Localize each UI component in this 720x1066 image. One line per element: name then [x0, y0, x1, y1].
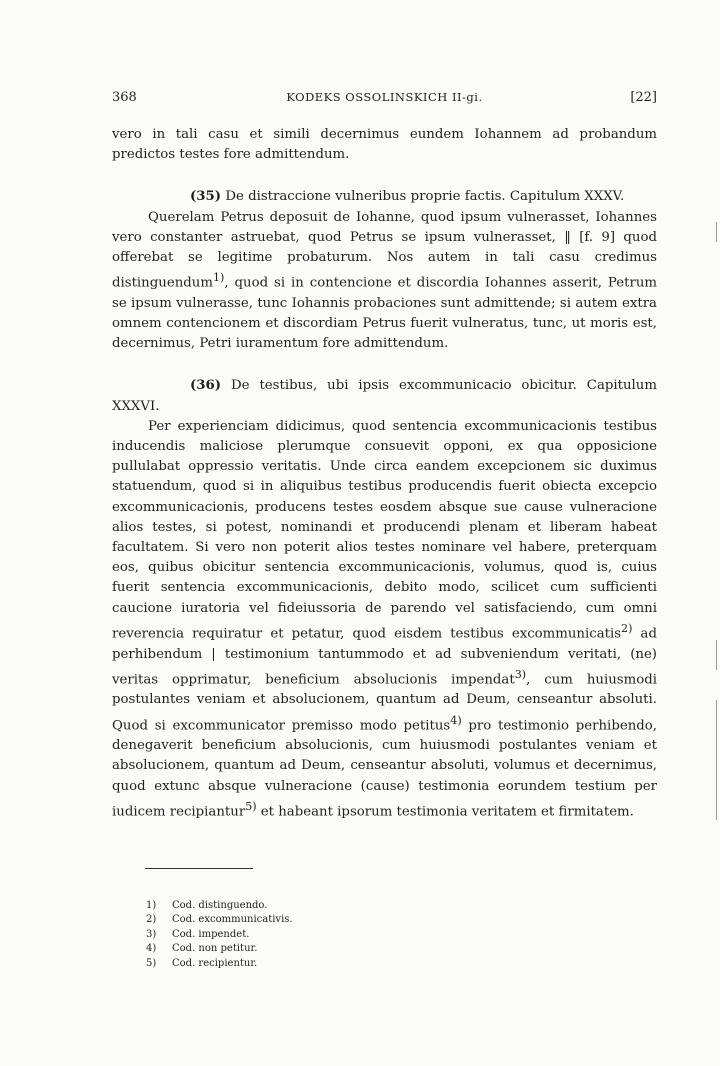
footnote: 5) Cod. recipientur.	[146, 957, 258, 969]
chapter-number: (35)	[190, 189, 222, 205]
footnote-ref: 1)	[212, 271, 225, 285]
page-number: 368	[112, 90, 137, 105]
footnote: 4) Cod. non petitur.	[146, 943, 258, 955]
paragraph-continuation: vero in tali casu et simili decernimus eundem Iohannem ad probandum predictos testes fore admittendum.	[112, 127, 657, 163]
chapter-heading-36	[112, 376, 657, 416]
footnote: 1) Cod. distinguendo.	[146, 900, 268, 911]
footnote-ref: 5)	[245, 799, 257, 813]
footnote: 3) Cod. impendet.	[146, 928, 250, 940]
scan-edge-mark	[716, 640, 717, 670]
footnote: 2) Cod. excommunicativis.	[146, 914, 293, 926]
chapter-heading-35	[112, 187, 657, 207]
footnote-ref: 3)	[514, 667, 527, 681]
paragraph: Querelam Petrus deposuit de Iohanne, quod ipsum vulnerasset, Iohannes vero constanter astruebat, quod Petrus se ipsum vulnerasset, ‖ [f. 9] quod offerebat se legitime probaturum. Nos autem in tali casu credimus distinguendum$^{1)}$, quod si in contencione et discordia Iohannes asserit, Petrum se ipsum vulnerasse, tunc Iohannis probaciones sunt admittende; si autem extra omnem contencionem et discordiam Petrus fuerit vulneratus, tunc, ut moris est, decernimus, Petri iuramentum fore admittendum.	[112, 209, 657, 352]
running-header	[112, 90, 657, 110]
footnotes	[146, 899, 446, 971]
section-number: [22]	[630, 90, 657, 105]
scan-edge-mark	[716, 700, 717, 820]
running-title: KODEKS OSSOLINSKICH II-gi.	[286, 90, 483, 104]
main-text	[112, 125, 657, 822]
footnote-ref: 2)	[621, 621, 633, 635]
chapter-number: (36)	[190, 378, 222, 394]
footnote-separator	[145, 868, 253, 869]
footnote-ref: 4)	[450, 713, 462, 727]
paragraph: Per experienciam didicimus, quod sentencia excommunicacionis testibus inducendis maliciose plerumque consuevit opponi, ex qua opposicione pullulabat oppressio veritatis. Unde circa eandem excepcionem sic duximus statuendum, quod si in aliquibus testibus producendis fuerit obiecta excepcio excommunicacionis, producens testes eosdem absque sue cause vulneracione alios testes, si potest, nominandi et producendi plenam et liberam habeat facultatem. Si vero non poterit alios testes nominare vel habere, preterquam eos, quibus obicitur sentencia excommunicacionis, volumus, quod is, cuius fuerit sentencia excommunicacionis, debito modo, scilicet cum sufficienti caucione iuratoria vel fideiussoria de parendo vel satisfaciendo, cum omni reverencia requiratur et petatur, quod eisdem testibus excommunicatis$^{2)}$ ad perhibendum | testimonium tantummodo et ad subveniendum veritati, (ne) veritas opprimatur, beneficium absolucionis impendat$^{3)}$, cum huiusmodi postulantes veniam et absolucionem, quantum ad Deum, censeantur absoluti. Quod si excommunicator premisso modo petitus$^{4)}$ pro testimonio perhibendo, denegaverit beneficium absolucionis, cum huiusmodi postulantes veniam et absolucionem, quantum ad Deum, censeantur absoluti, volumus et decernimus, quod extunc absque vulneracione (cause) testimonia eorundem testium per iudicem recipiantur$^{5)}$ et habeant ipsorum testimonia veritatem et firmitatem.	[112, 418, 658, 820]
chapter-title: De testibus, ubi ipsis excommunicacio obicitur. Capitulum XXXVI.	[112, 378, 657, 414]
scan-edge-mark	[716, 222, 717, 242]
chapter-title: De distraccione vulneribus proprie factis. Capitulum XXXV.	[221, 189, 625, 205]
